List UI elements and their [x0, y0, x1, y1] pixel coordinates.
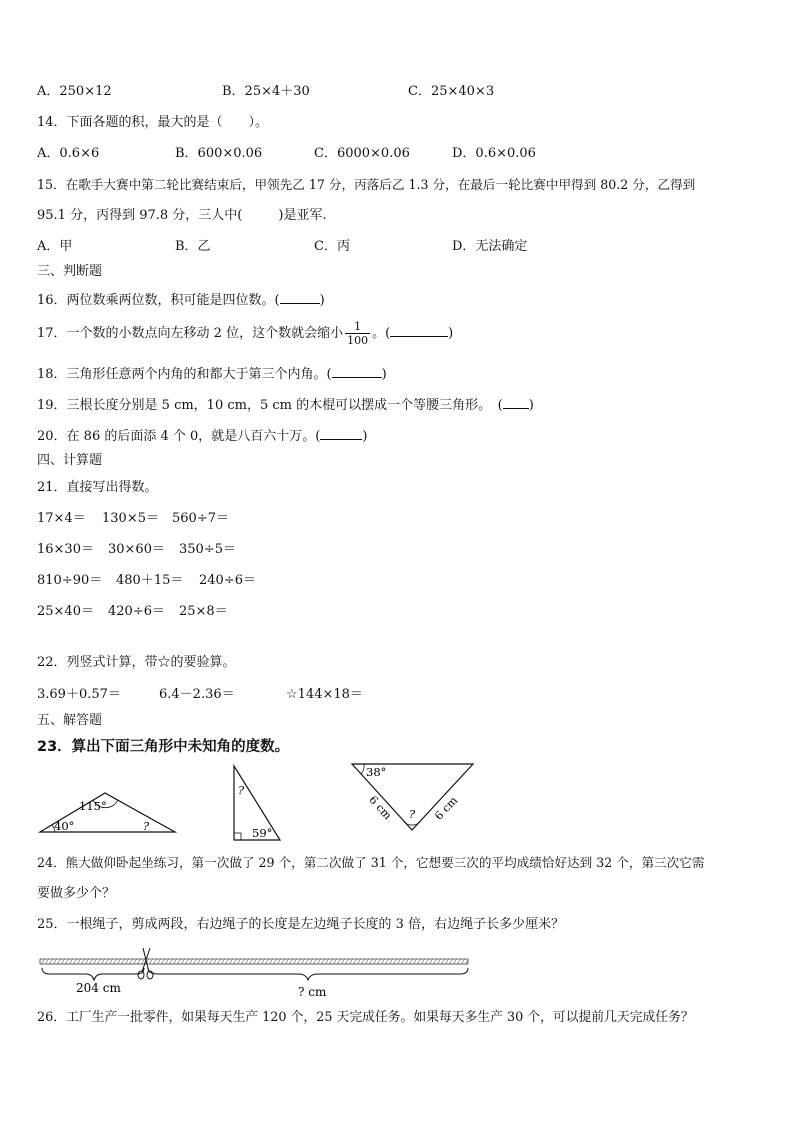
q17-frac-den: 100 — [347, 334, 369, 347]
triangle-2 — [234, 766, 280, 840]
q21-item: 240÷6＝ — [199, 573, 256, 588]
q22-item: ☆144×18＝ — [286, 687, 363, 702]
q15-line2 — [37, 207, 327, 225]
q21-item: 480＋15＝ — [116, 573, 184, 588]
q25-left-label: 204 cm — [76, 981, 121, 995]
q21-item: 810÷90＝ — [37, 573, 103, 588]
q25-right-label: ? cm — [298, 985, 327, 999]
section-heading-calculation: 四、计算题 — [37, 453, 103, 468]
tri2-angle-bottom: 59° — [252, 826, 273, 840]
q14-option-c: C．6000×0.06 — [314, 146, 410, 161]
q17-fraction — [345, 320, 370, 347]
q21-item: 560÷7＝ — [172, 511, 229, 526]
q25-rope-figure — [36, 942, 476, 1000]
tri3-angle-unknown: ? — [409, 807, 416, 821]
q16-text: 16．两位数乘两位数，积可能是四位数。( — [37, 293, 280, 308]
tri1-angle-left: 40° — [54, 819, 75, 833]
q18-end: ) — [381, 367, 387, 382]
q14-stem: 14．下面各题的积，最大的是（ ）。 — [37, 115, 269, 130]
q19 — [37, 395, 534, 415]
q20 — [37, 426, 367, 446]
q21-item: 17×4＝ — [37, 511, 86, 526]
q22-stem: 22．列竖式计算，带☆的要验算。 — [37, 655, 236, 670]
q14-option-d: D．0.6×0.06 — [452, 146, 536, 161]
q21-item: 25×40＝ — [37, 604, 94, 619]
q24-line2: 要做多少个？ — [37, 886, 116, 901]
q15-line2-b: )是亚军. — [278, 208, 327, 223]
tri3-side-left: 6 cm — [366, 793, 395, 823]
q15-option-d: D．无法确定 — [452, 239, 528, 254]
q19-answer-blank[interactable] — [503, 395, 529, 409]
q22-item: 6.4－2.36＝ — [159, 687, 235, 702]
tri3-angle-left: 38° — [366, 765, 387, 779]
q15-line1: 15．在歌手大赛中第二轮比赛结束后，甲领先乙 17 分，丙落后乙 1.3 分，在最后一轮比赛中甲得到 80.2 分，乙得到 — [37, 177, 696, 192]
tri3-side-right: 6 cm — [432, 793, 461, 823]
q20-answer-blank[interactable] — [320, 426, 362, 440]
q15-option-b: B．乙 — [175, 239, 211, 254]
q17-frac-num: 1 — [345, 320, 370, 334]
q26-stem: 26．工厂生产一批零件，如果每天生产 120 个，25 天完成任务。如果每天多生产 30 个，可以提前几天完成任务？ — [37, 1010, 694, 1025]
tri1-angle-top: 115° — [79, 799, 107, 813]
q17-after: 。( — [372, 326, 391, 341]
q21-item: 30×60＝ — [108, 542, 165, 557]
q16-answer-blank[interactable] — [280, 290, 320, 304]
triangle-3 — [352, 764, 473, 830]
q21-item: 25×8＝ — [179, 604, 228, 619]
q19-end: ) — [528, 398, 534, 413]
q17-end: ) — [448, 326, 454, 341]
q18-text: 18．三角形任意两个内角的和都大于第三个内角。( — [37, 367, 332, 382]
tri2-angle-unknown: ? — [238, 783, 245, 797]
q14-option-a: A．0.6×6 — [37, 146, 100, 161]
q18-answer-blank[interactable] — [332, 364, 382, 378]
tri1-angle-unknown: ? — [143, 819, 150, 833]
q23-triangles-figure — [30, 760, 490, 850]
q25-stem: 25．一根绳子，剪成两段，右边绳子的长度是左边绳子长度的 3 倍，右边绳子长多少厘米？ — [37, 917, 565, 932]
q15-line2-a: 95.1 分，丙得到 97.8 分，三人中( — [37, 208, 243, 223]
section-heading-judgement: 三、判断题 — [37, 264, 103, 279]
q21-item: 350÷5＝ — [179, 542, 236, 557]
q16-end: ) — [319, 293, 325, 308]
q21-stem: 21．直接写出得数。 — [37, 480, 158, 495]
q23-stem: 23．算出下面三角形中未知角的度数。 — [37, 739, 290, 755]
q17 — [37, 318, 453, 350]
q15-option-a: A．甲 — [37, 239, 73, 254]
q15-option-c: C．丙 — [314, 239, 350, 254]
q16 — [37, 290, 325, 310]
q17-text: 17．一个数的小数点向左移动 2 位，这个数就会缩小 — [37, 326, 344, 341]
q21-item: 16×30＝ — [37, 542, 94, 557]
q20-text: 20．在 86 的后面添 4 个 0，就是八百六十万。( — [37, 429, 321, 444]
q13-option-a: A．250×12 — [37, 84, 112, 99]
triangle-1 — [40, 793, 175, 833]
q13-option-c: C．25×40×3 — [408, 84, 495, 99]
rope — [40, 959, 468, 964]
q17-answer-blank[interactable] — [390, 323, 448, 337]
q24-line1: 24．熊大做仰卧起坐练习，第一次做了 29 个，第二次做了 31 个，它想要三次的平均成绩恰好达到 32 个，第三次它需 — [37, 855, 705, 870]
q18 — [37, 364, 387, 384]
q14-option-b: B．600×0.06 — [175, 146, 263, 161]
section-heading-solution: 五、解答题 — [37, 713, 103, 728]
q22-item: 3.69＋0.57＝ — [37, 687, 121, 702]
q19-text: 19．三根长度分别是 5 cm，10 cm，5 cm 的木棍可以摆成一个等腰三角形。 ( — [37, 398, 503, 413]
q13-option-b: B．25×4＋30 — [222, 84, 310, 99]
q21-item: 420÷6＝ — [108, 604, 165, 619]
q20-end: ) — [362, 429, 368, 444]
q21-item: 130×5＝ — [102, 511, 159, 526]
